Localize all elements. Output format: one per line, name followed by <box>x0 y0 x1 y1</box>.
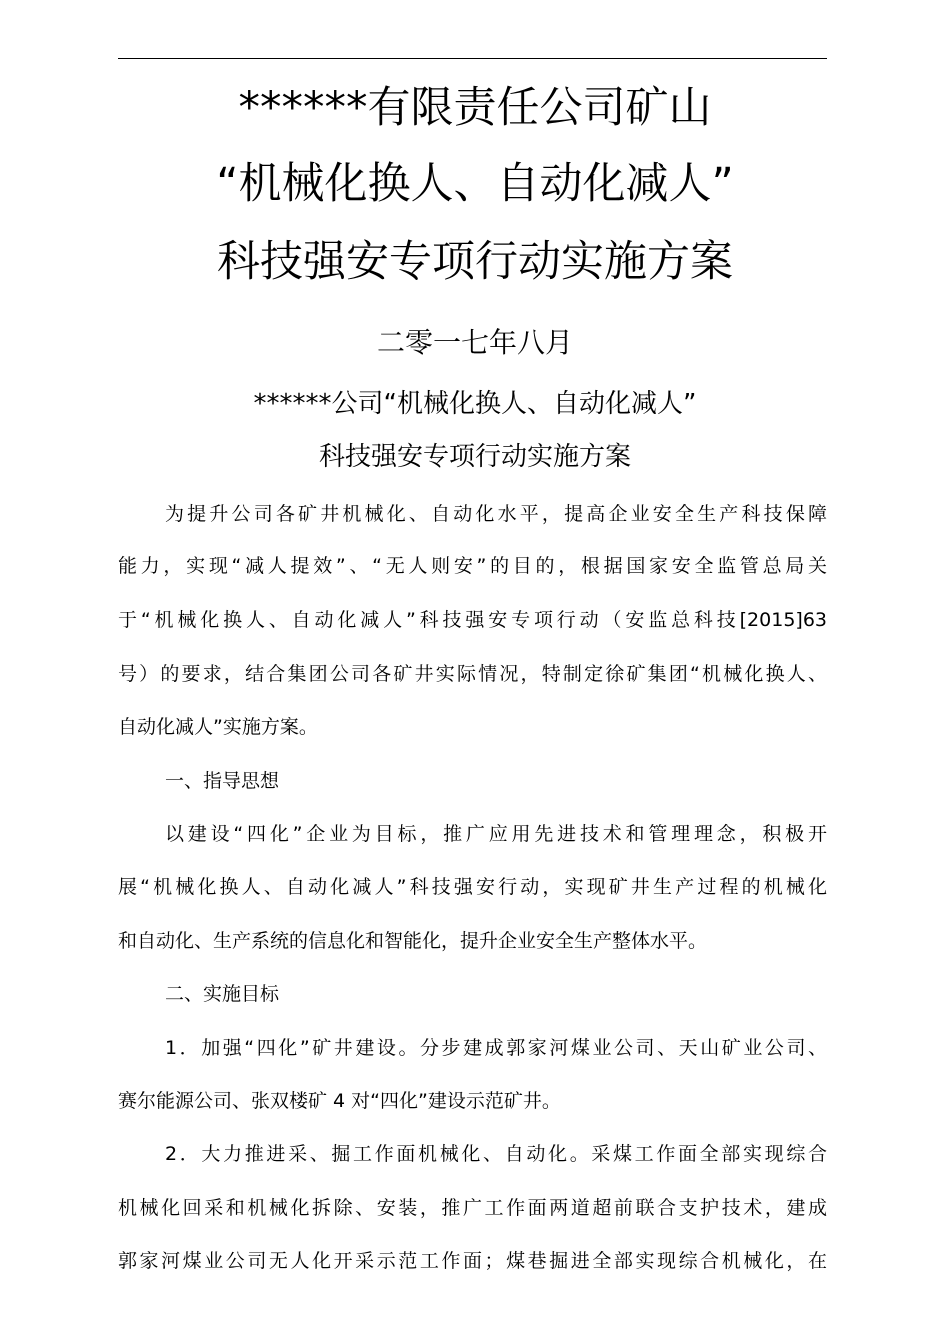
body-line: 为提升公司各矿井机械化、自动化水平，提高企业安全生产科技保障 <box>165 503 827 525</box>
body-line: 自动化减人”实施方案。 <box>118 716 318 738</box>
cover-date: 二零一七年八月 <box>376 326 573 359</box>
body-line: 于“机械化换人、自动化减人”科技强安专项行动（安监总科技[2015]63 <box>118 609 827 631</box>
body-line: 2．大力推进采、掘工作面机械化、自动化。采煤工作面全部实现综合 <box>165 1143 827 1165</box>
section-heading: 二、实施目标 <box>165 983 280 1005</box>
document-title-line-2: 科技强安专项行动实施方案 <box>318 442 631 472</box>
body-line: 1．加强“四化”矿井建设。分步建成郭家河煤业公司、天山矿业公司、 <box>165 1037 827 1059</box>
cover-title-line-3: 科技强安专项行动实施方案 <box>217 237 733 287</box>
body-line: 号）的要求，结合集团公司各矿井实际情况，特制定徐矿集团“机械化换人、 <box>118 663 827 685</box>
header-rule <box>118 58 827 59</box>
body-line: 能力，实现“减人提效”、“无人则安”的目的，根据国家安全监管总局关 <box>118 555 827 577</box>
body-line: 以建设“四化”企业为目标，推广应用先进技术和管理理念，积极开 <box>165 823 827 845</box>
body-line: 展“机械化换人、自动化减人”科技强安行动，实现矿井生产过程的机械化 <box>118 876 827 898</box>
body-line: 和自动化、生产系统的信息化和智能化，提升企业安全生产整体水平。 <box>118 930 708 952</box>
body-line: 赛尔能源公司、张双楼矿 4 对“四化”建设示范矿井。 <box>118 1090 561 1112</box>
cover-title-line-1: ******有限责任公司矿山 <box>238 83 712 133</box>
body-line: 郭家河煤业公司无人化开采示范工作面；煤巷掘进全部实现综合机械化，在 <box>118 1250 827 1272</box>
cover-title-line-2: “机械化换人、自动化减人” <box>216 159 734 209</box>
body-line: 机械化回采和机械化拆除、安装，推广工作面两道超前联合支护技术，建成 <box>118 1197 827 1219</box>
document-title-line-1: ******公司“机械化换人、自动化减人” <box>253 389 697 419</box>
section-heading: 一、指导思想 <box>165 770 280 792</box>
